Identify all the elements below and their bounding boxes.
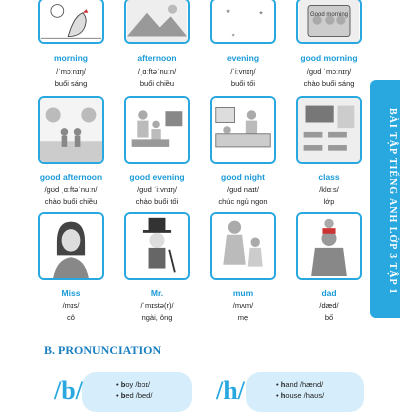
pron-word: • house /haʊs/ <box>276 391 325 400</box>
vocab-translation: buổi tối <box>230 79 256 88</box>
vocab-ipa: /mɪs/ <box>62 301 80 310</box>
svg-text:★: ★ <box>231 32 236 38</box>
woman-icon <box>38 212 104 280</box>
vocab-ipa: /ˌɑːftəˈnuːn/ <box>137 67 177 76</box>
vocab-translation: mẹ <box>237 313 249 322</box>
classroom-icon <box>296 96 362 164</box>
vocab-translation: chào buổi sáng <box>303 79 355 88</box>
vocab-ipa: /klɑːs/ <box>319 185 339 194</box>
mountain-sun-icon <box>124 0 190 44</box>
vocab-translation: cô <box>67 313 75 322</box>
vocab-translation: buổi chiều <box>139 79 175 88</box>
pron-word: • boy /bɔɪ/ <box>116 380 151 389</box>
vocab-word: good morning <box>300 53 358 63</box>
vocab-word: Mr. <box>150 288 164 298</box>
rooster-sunrise-icon <box>38 0 104 44</box>
vocab-ipa: /gʊd ˌɑːftəˈnuːn/ <box>44 185 98 194</box>
vocab-word: good night <box>221 172 265 182</box>
svg-text:★: ★ <box>225 8 231 15</box>
vocab-ipa: /ˈmɔːnɪŋ/ <box>56 67 86 76</box>
father-child-icon <box>296 212 362 280</box>
vocab-ipa: /ˈiːvnɪŋ/ <box>230 67 256 76</box>
phoneme-b: /b/ <box>54 376 83 405</box>
vocab-word: class <box>318 172 340 182</box>
vocab-word: good evening <box>129 172 185 182</box>
vocab-ipa: /mʌm/ <box>232 301 254 310</box>
vocab-ipa: /dæd/ <box>319 301 339 310</box>
vocab-word: afternoon <box>137 53 177 63</box>
vocab-word: dad <box>321 288 337 298</box>
vocab-translation: chúc ngủ ngon <box>218 197 268 206</box>
side-tab-text: BÀI TẬP TIẾNG ANH LỚP 3 TẬP 1 <box>387 107 398 295</box>
vocab-translation: chào buổi tối <box>135 197 179 206</box>
vocab-translation: ngài, ông <box>141 313 173 322</box>
mother-child-icon <box>210 212 276 280</box>
moon-stars-icon <box>210 0 276 44</box>
greeting-book-icon <box>296 0 362 44</box>
vocab-ipa: /ˈmɪstə(r)/ <box>140 301 174 310</box>
image-caption: Good morning <box>310 12 349 18</box>
vocab-word: Miss <box>61 288 81 298</box>
vocab-translation: bố <box>324 313 334 322</box>
vocab-translation: buổi sáng <box>54 79 88 88</box>
vocab-word: morning <box>54 53 88 63</box>
vocab-word: mum <box>232 288 254 298</box>
vocab-ipa: /gʊd naɪt/ <box>227 185 259 194</box>
pron-word: • bed /bed/ <box>116 391 153 400</box>
pron-word: • hand /hænd/ <box>276 380 324 389</box>
vocab-translation: lớp <box>323 197 335 206</box>
bedtime-icon <box>210 96 276 164</box>
pron-list-b <box>116 380 152 402</box>
gentleman-icon <box>124 212 190 280</box>
family-tv-icon <box>124 96 190 164</box>
phoneme-h: /h/ <box>216 376 245 405</box>
vocab-word: evening <box>226 53 260 63</box>
section-title: B. PRONUNCIATION <box>44 343 162 357</box>
vocab-ipa: /gʊd ˈiːvnɪŋ/ <box>137 185 177 194</box>
vocab-word: good afternoon <box>39 172 103 182</box>
family-park-icon <box>38 96 104 164</box>
vocab-translation: chào buổi chiều <box>44 197 98 206</box>
vocab-ipa: /gʊd ˈmɔːnɪŋ/ <box>306 67 352 76</box>
pron-list-h <box>276 380 324 402</box>
svg-text:★: ★ <box>258 10 264 17</box>
